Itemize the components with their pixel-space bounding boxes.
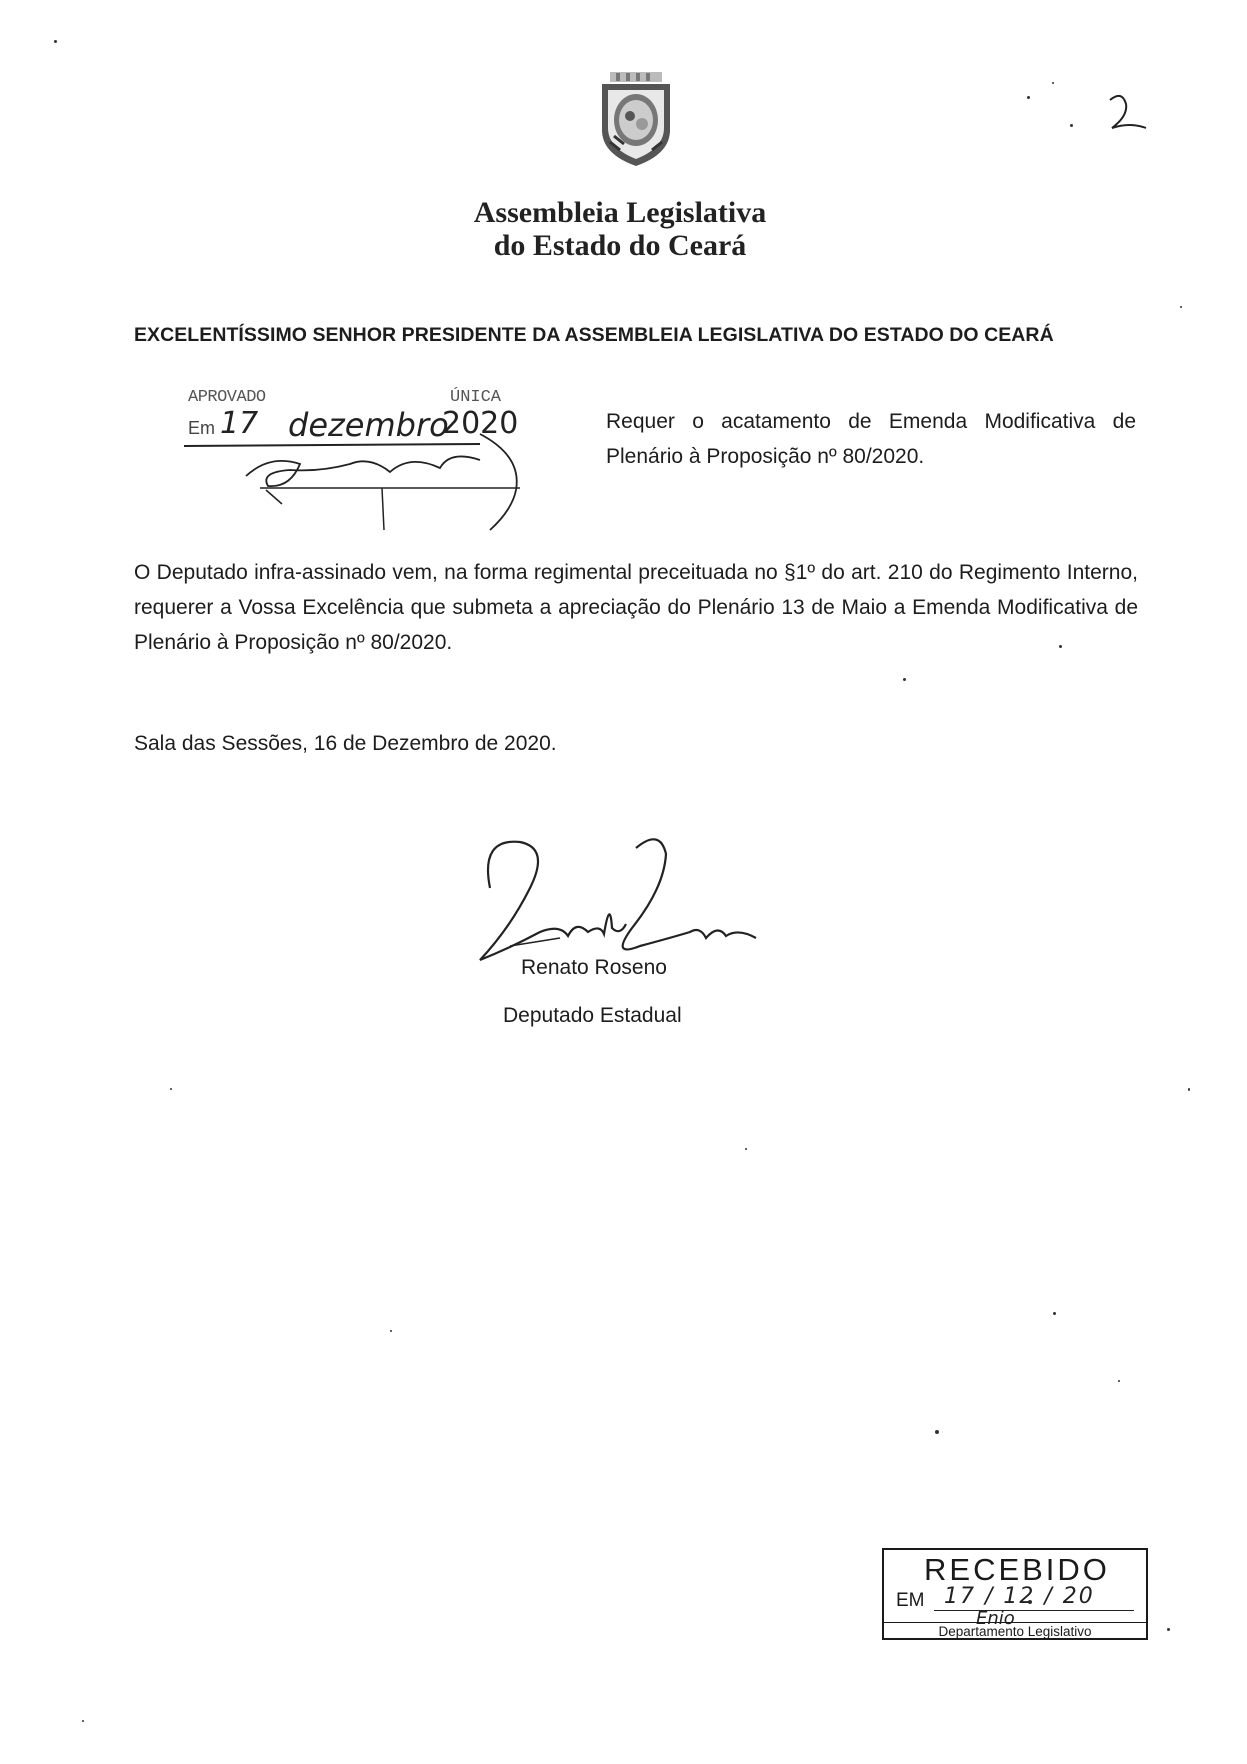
request-summary: Requer o acatamento de Emenda Modificativa de Plenário à Proposição nº 80/2020. [606, 410, 1136, 468]
state-seal-logo [596, 70, 676, 168]
approval-month: dezembro [288, 406, 449, 444]
place-and-date: Sala das Sessões, 16 de Dezembro de 2020. [134, 732, 557, 755]
institution-line2: do Estado do Ceará [493, 229, 747, 262]
approval-stamp-label-right: ÚNICA [450, 388, 502, 407]
received-date: 17 / 12 / 20 [944, 1584, 1095, 1609]
approval-year: 2020 [442, 406, 519, 441]
approval-stamp-label: APROVADO [188, 388, 266, 407]
signer-name: Renato Roseno [521, 956, 667, 979]
approval-day: 17 [220, 406, 259, 441]
approval-stamp [150, 380, 560, 540]
deputy-signature [460, 828, 760, 968]
institution-line1: Assembleia Legislativa [473, 196, 767, 229]
approval-signature [150, 380, 560, 540]
received-stamp [882, 1548, 1148, 1640]
request-body: O Deputado infra-assinado vem, na forma regimental preceituada no §1º do art. 210 do Regimento Interno, requerer a Vossa Excelência que submeta a apreciação do Plenário 13 de Maio a Emenda Modificativa de Plenário à Proposição nº 80/2020. [134, 561, 1138, 654]
received-stamp-title: RECEBIDO [924, 1552, 1110, 1587]
handwritten-page-number [1100, 92, 1160, 142]
approval-stamp-em: Em [188, 418, 215, 438]
received-stamp-em: EM [896, 1590, 925, 1611]
received-department: Departamento Legislativo [884, 1622, 1146, 1639]
signer-role: Deputado Estadual [503, 1004, 682, 1027]
received-initials: Enio [976, 1608, 1015, 1629]
received-date-line [934, 1610, 1134, 1611]
institution-name [430, 196, 810, 262]
addressee-heading: EXCELENTÍSSIMO SENHOR PRESIDENTE DA ASSEMBLEIA LEGISLATIVA DO ESTADO DO CEARÁ [134, 324, 1054, 346]
